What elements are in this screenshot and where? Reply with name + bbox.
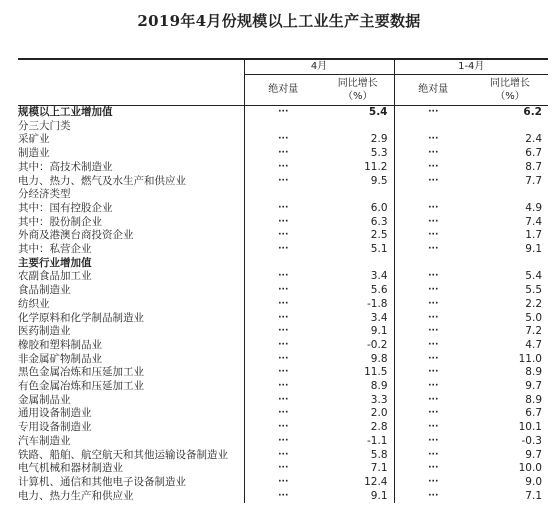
table-row bbox=[18, 435, 548, 449]
cum-abs-cell: ··· bbox=[394, 284, 472, 298]
table-row bbox=[18, 476, 548, 490]
header-cum-yoy bbox=[472, 75, 548, 106]
header-blank-2 bbox=[18, 75, 244, 106]
cum-yoy-cell: 6.7 bbox=[525, 407, 542, 420]
table-row bbox=[18, 147, 548, 161]
cum-yoy-cell: 8.9 bbox=[525, 393, 542, 406]
table-row bbox=[18, 243, 548, 257]
cum-yoy-cell: 8.7 bbox=[525, 160, 542, 173]
cum-abs-cell: ··· bbox=[394, 435, 472, 449]
month-abs-cell: ··· bbox=[244, 216, 322, 230]
month-abs-cell: ··· bbox=[244, 435, 322, 449]
cum-yoy-cell: 2.4 bbox=[525, 133, 542, 146]
table-row bbox=[18, 175, 548, 189]
cum-yoy-cell: 6.7 bbox=[525, 147, 542, 160]
cum-abs-cell: ··· bbox=[394, 175, 472, 189]
cum-yoy-cell: -0.3 bbox=[521, 434, 542, 447]
row-label: 外商及港澳台商投资企业 bbox=[18, 229, 134, 242]
month-yoy-cell bbox=[322, 120, 394, 134]
month-yoy-cell: -1.1 bbox=[367, 434, 388, 447]
month-yoy-cell: 11.5 bbox=[364, 366, 388, 379]
month-abs-cell: ··· bbox=[244, 394, 322, 408]
table-row bbox=[18, 462, 548, 476]
row-label: 电力、热力、燃气及水生产和供应业 bbox=[18, 174, 186, 187]
table-row bbox=[18, 188, 548, 202]
cum-yoy-cell: 7.2 bbox=[525, 325, 542, 338]
month-abs-cell: ··· bbox=[244, 175, 322, 189]
table-row bbox=[18, 216, 548, 230]
table-row bbox=[18, 298, 548, 312]
month-yoy-cell: -1.8 bbox=[367, 297, 388, 310]
row-label: 分三大门类 bbox=[18, 119, 71, 132]
cum-abs-cell bbox=[394, 188, 472, 202]
cum-abs-cell: ··· bbox=[394, 449, 472, 463]
cum-yoy-cell bbox=[472, 120, 548, 134]
table-body bbox=[18, 106, 548, 504]
cum-yoy-cell: 1.7 bbox=[525, 229, 542, 242]
month-abs-cell: ··· bbox=[244, 284, 322, 298]
month-yoy-cell: 5.3 bbox=[370, 147, 388, 160]
table-row bbox=[18, 325, 548, 339]
month-yoy-cell: 11.2 bbox=[364, 160, 388, 173]
month-yoy-cell: 6.0 bbox=[370, 201, 388, 214]
cum-yoy-cell: 9.1 bbox=[525, 243, 542, 256]
table-row bbox=[18, 421, 548, 435]
row-label: 黑色金属冶炼和压延加工业 bbox=[18, 366, 144, 379]
month-abs-cell: ··· bbox=[244, 161, 322, 175]
row-label: 制造业 bbox=[18, 147, 50, 160]
month-yoy-cell: 3.4 bbox=[370, 270, 388, 283]
cum-yoy-cell: 11.0 bbox=[518, 352, 542, 365]
month-abs-cell: ··· bbox=[244, 243, 322, 257]
row-label: 纺织业 bbox=[18, 297, 50, 310]
cum-abs-cell bbox=[394, 257, 472, 271]
month-yoy-cell bbox=[322, 257, 394, 271]
month-yoy-cell: 9.1 bbox=[370, 325, 388, 338]
header-cum-yoy-label: 同比增长 bbox=[490, 78, 530, 89]
row-label: 橡胶和塑料制品业 bbox=[18, 338, 102, 351]
month-yoy-cell: 8.9 bbox=[370, 380, 388, 393]
month-abs-cell: ··· bbox=[244, 298, 322, 312]
cum-abs-cell: ··· bbox=[394, 270, 472, 284]
month-abs-cell: ··· bbox=[244, 133, 322, 147]
cum-abs-cell: ··· bbox=[394, 133, 472, 147]
table-row bbox=[18, 270, 548, 284]
cum-abs-cell: ··· bbox=[394, 380, 472, 394]
cum-yoy-cell: 5.4 bbox=[525, 270, 542, 283]
table-row bbox=[18, 202, 548, 216]
data-table bbox=[18, 58, 548, 503]
table-row bbox=[18, 449, 548, 463]
header-cum-yoy-unit: （%） bbox=[495, 91, 525, 102]
cum-yoy-cell: 6.2 bbox=[523, 106, 542, 118]
table-row bbox=[18, 161, 548, 175]
cum-abs-cell: ··· bbox=[394, 366, 472, 380]
header-month-yoy-unit: （%） bbox=[342, 91, 373, 102]
cum-abs-cell: ··· bbox=[394, 325, 472, 339]
table-row bbox=[18, 394, 548, 408]
cum-yoy-cell: 7.1 bbox=[525, 489, 542, 502]
month-abs-cell bbox=[244, 188, 322, 202]
row-label: 计算机、通信和其他电子设备制造业 bbox=[18, 475, 186, 488]
cum-yoy-cell bbox=[472, 257, 548, 271]
month-yoy-cell: 5.4 bbox=[368, 106, 388, 118]
month-abs-cell: ··· bbox=[244, 449, 322, 463]
table-row bbox=[18, 490, 548, 504]
row-label: 电气机械和器材制造业 bbox=[18, 462, 123, 475]
row-label: 其中：私营企业 bbox=[18, 243, 92, 256]
header-month-abs: 绝对量 bbox=[244, 75, 322, 106]
cum-yoy-cell: 9.0 bbox=[525, 475, 542, 488]
month-abs-cell: ··· bbox=[244, 325, 322, 339]
month-abs-cell: ··· bbox=[244, 106, 322, 120]
cum-abs-cell: ··· bbox=[394, 147, 472, 161]
header-period-cumulative: 1-4月 bbox=[394, 59, 548, 75]
month-yoy-cell: 9.8 bbox=[370, 352, 388, 365]
month-yoy-cell: 3.3 bbox=[370, 393, 388, 406]
row-label: 其中：高技术制造业 bbox=[18, 160, 113, 173]
cum-abs-cell: ··· bbox=[394, 106, 472, 120]
month-abs-cell: ··· bbox=[244, 407, 322, 421]
month-abs-cell: ··· bbox=[244, 270, 322, 284]
header-blank bbox=[18, 59, 244, 75]
cum-abs-cell: ··· bbox=[394, 312, 472, 326]
row-label: 采矿业 bbox=[18, 133, 50, 146]
month-abs-cell: ··· bbox=[244, 462, 322, 476]
row-label: 汽车制造业 bbox=[18, 434, 71, 447]
month-yoy-cell: 6.3 bbox=[370, 215, 388, 228]
header-cum-abs: 绝对量 bbox=[394, 75, 472, 106]
month-abs-cell: ··· bbox=[244, 490, 322, 504]
cum-abs-cell: ··· bbox=[394, 298, 472, 312]
cum-yoy-cell: 8.9 bbox=[525, 366, 542, 379]
cum-abs-cell: ··· bbox=[394, 229, 472, 243]
row-label: 农副食品加工业 bbox=[18, 270, 92, 283]
month-abs-cell: ··· bbox=[244, 366, 322, 380]
table-row bbox=[18, 133, 548, 147]
row-label: 金属制品业 bbox=[18, 393, 71, 406]
header-period-month: 4月 bbox=[244, 59, 394, 75]
month-abs-cell: ··· bbox=[244, 339, 322, 353]
cum-yoy-cell: 10.1 bbox=[518, 421, 542, 434]
table-row bbox=[18, 380, 548, 394]
row-label: 有色金属冶炼和压延加工业 bbox=[18, 380, 144, 393]
month-yoy-cell: 9.5 bbox=[370, 174, 388, 187]
table-row bbox=[18, 312, 548, 326]
cum-abs-cell: ··· bbox=[394, 421, 472, 435]
month-yoy-cell: 7.1 bbox=[370, 462, 388, 475]
month-yoy-cell: 2.9 bbox=[370, 133, 388, 146]
row-label: 医药制造业 bbox=[18, 325, 71, 338]
table-row bbox=[18, 284, 548, 298]
table-row bbox=[18, 407, 548, 421]
cum-yoy-cell: 7.4 bbox=[525, 215, 542, 228]
table-row bbox=[18, 257, 548, 271]
cum-abs-cell bbox=[394, 120, 472, 134]
cum-abs-cell: ··· bbox=[394, 161, 472, 175]
row-label: 规模以上工业增加值 bbox=[18, 106, 113, 118]
month-yoy-cell: 5.8 bbox=[370, 448, 388, 461]
cum-abs-cell: ··· bbox=[394, 353, 472, 367]
month-abs-cell: ··· bbox=[244, 229, 322, 243]
cum-abs-cell: ··· bbox=[394, 407, 472, 421]
row-label: 食品制造业 bbox=[18, 284, 71, 297]
row-label: 电力、热力生产和供应业 bbox=[18, 489, 134, 502]
month-yoy-cell: 5.1 bbox=[370, 243, 388, 256]
month-yoy-cell: 12.4 bbox=[364, 475, 388, 488]
row-label: 分经济类型 bbox=[18, 188, 71, 201]
cum-yoy-cell bbox=[472, 188, 548, 202]
month-abs-cell: ··· bbox=[244, 202, 322, 216]
row-label: 主要行业增加值 bbox=[18, 256, 92, 269]
cum-abs-cell: ··· bbox=[394, 490, 472, 504]
month-abs-cell: ··· bbox=[244, 476, 322, 490]
row-label: 通用设备制造业 bbox=[18, 407, 92, 420]
month-abs-cell: ··· bbox=[244, 421, 322, 435]
month-yoy-cell: 3.4 bbox=[370, 311, 388, 324]
cum-abs-cell: ··· bbox=[394, 462, 472, 476]
month-abs-cell: ··· bbox=[244, 147, 322, 161]
month-abs-cell bbox=[244, 257, 322, 271]
cum-yoy-cell: 5.5 bbox=[525, 284, 542, 297]
month-abs-cell: ··· bbox=[244, 380, 322, 394]
row-label: 专用设备制造业 bbox=[18, 421, 92, 434]
row-label: 非金属矿物制品业 bbox=[18, 352, 102, 365]
month-yoy-cell: -0.2 bbox=[367, 338, 388, 351]
header-month-yoy-label: 同比增长 bbox=[337, 78, 378, 89]
cum-yoy-cell: 9.7 bbox=[525, 380, 542, 393]
cum-yoy-cell: 4.7 bbox=[525, 338, 542, 351]
row-label: 其中：股份制企业 bbox=[18, 215, 102, 228]
row-label: 其中：国有控股企业 bbox=[18, 201, 113, 214]
page-title: 2019年4月份规模以上工业生产主要数据 bbox=[137, 12, 421, 30]
table-row bbox=[18, 353, 548, 367]
row-label: 铁路、船舶、航空航天和其他运输设备制造业 bbox=[18, 448, 228, 461]
month-yoy-cell: 2.5 bbox=[370, 229, 388, 242]
cum-yoy-cell: 9.7 bbox=[525, 448, 542, 461]
table-header bbox=[18, 59, 548, 106]
row-label: 化学原料和化学制品制造业 bbox=[18, 311, 144, 324]
cum-abs-cell: ··· bbox=[394, 216, 472, 230]
cum-yoy-cell: 5.0 bbox=[525, 311, 542, 324]
cum-abs-cell: ··· bbox=[394, 202, 472, 216]
month-yoy-cell bbox=[322, 188, 394, 202]
month-yoy-cell: 5.6 bbox=[370, 284, 388, 297]
table-row bbox=[18, 106, 548, 120]
cum-yoy-cell: 10.0 bbox=[518, 462, 542, 475]
month-yoy-cell: 2.0 bbox=[370, 407, 388, 420]
table-row bbox=[18, 366, 548, 380]
month-abs-cell bbox=[244, 120, 322, 134]
cum-abs-cell: ··· bbox=[394, 476, 472, 490]
cum-abs-cell: ··· bbox=[394, 243, 472, 257]
cum-yoy-cell: 4.9 bbox=[525, 201, 542, 214]
cum-yoy-cell: 7.7 bbox=[525, 174, 542, 187]
cum-yoy-cell: 2.2 bbox=[525, 297, 542, 310]
month-abs-cell: ··· bbox=[244, 353, 322, 367]
month-yoy-cell: 2.8 bbox=[370, 421, 388, 434]
table-row bbox=[18, 339, 548, 353]
table-row bbox=[18, 229, 548, 243]
cum-abs-cell: ··· bbox=[394, 339, 472, 353]
table-row bbox=[18, 120, 548, 134]
month-yoy-cell: 9.1 bbox=[370, 489, 388, 502]
cum-abs-cell: ··· bbox=[394, 394, 472, 408]
header-month-yoy bbox=[322, 75, 394, 106]
month-abs-cell: ··· bbox=[244, 312, 322, 326]
